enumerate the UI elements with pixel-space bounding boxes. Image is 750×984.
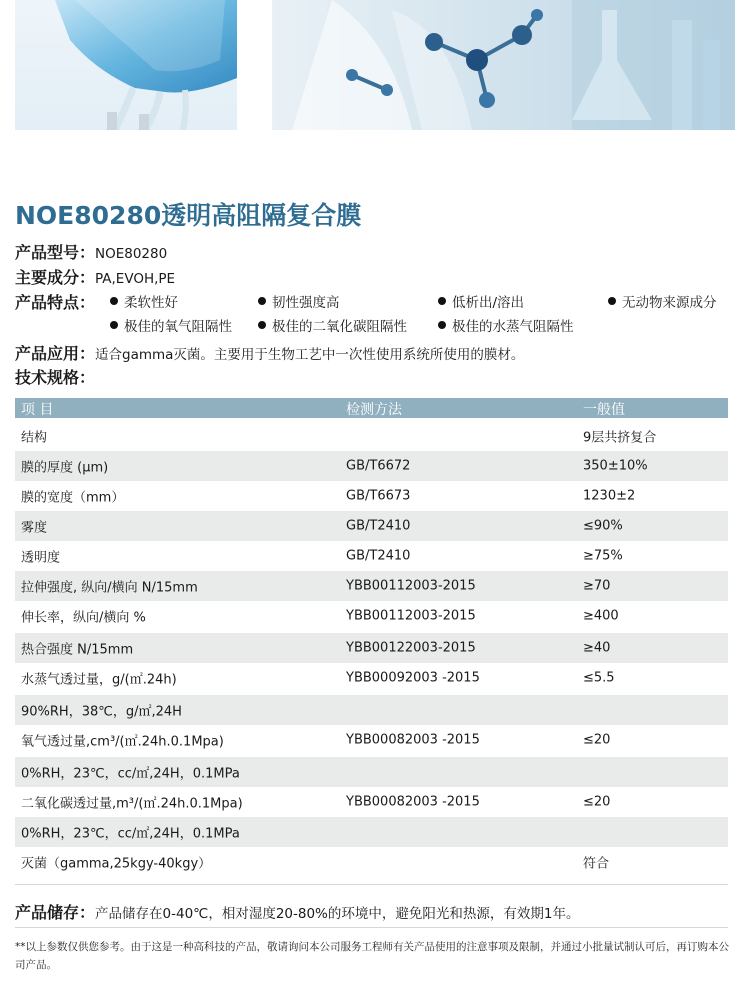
bullet-icon	[258, 297, 266, 305]
features-label: 产品特点：	[15, 293, 96, 312]
table-row	[15, 817, 728, 847]
bullet-icon	[608, 297, 616, 305]
feature-item: 极佳的二氧化碳阻隔性	[258, 315, 407, 335]
table-row	[15, 451, 728, 481]
divider	[15, 884, 728, 885]
cell-item: 雾度	[21, 520, 48, 536]
cell-method: YBB00082003 -2015	[346, 794, 480, 810]
storage-value: 产品储存在0-40℃，相对湿度20-80%的环境中，避免阳光和热源，有效期1年。	[95, 906, 580, 922]
cell-method: YBB00112003-2015	[346, 608, 476, 624]
table-row	[15, 481, 728, 511]
cell-value: 9层共挤复合	[583, 430, 657, 446]
feature-item: 低析出/溶出	[438, 291, 524, 311]
storage-row	[15, 900, 579, 923]
hero-image-lab	[272, 0, 735, 130]
cell-item: 0%RH，23℃，cc/㎡,24H，0.1MPa	[21, 826, 240, 842]
cell-item: 结构	[21, 430, 48, 446]
cell-value: ≤5.5	[583, 670, 615, 686]
cell-item: 透明度	[21, 550, 61, 566]
table-row	[15, 421, 728, 451]
cell-item: 灭菌（gamma,25kgy-40kgy）	[21, 856, 212, 872]
cell-method: GB/T6672	[346, 458, 411, 474]
storage-label: 产品储存：	[15, 903, 96, 922]
cell-method: YBB00112003-2015	[346, 578, 476, 594]
feature-item: 极佳的氧气阻隔性	[110, 315, 232, 335]
spec-table-header	[15, 398, 728, 418]
cell-method: YBB00082003 -2015	[346, 732, 480, 748]
cell-value: ≥40	[583, 640, 611, 656]
cell-method: YBB00122003-2015	[346, 640, 476, 656]
cell-value: 350±10%	[583, 458, 648, 474]
cell-value: 符合	[583, 856, 610, 872]
table-row	[15, 663, 728, 693]
table-row	[15, 541, 728, 571]
cell-item: 二氧化碳透过量,m³/(㎡.24h.0.1Mpa)	[21, 796, 243, 812]
table-row	[15, 757, 728, 787]
cell-item: 伸长率，纵向/横向 %	[21, 610, 146, 626]
bullet-icon	[438, 321, 446, 329]
bullet-icon	[258, 321, 266, 329]
cell-item: 氧气透过量,cm³/(㎡.24h.0.1Mpa)	[21, 734, 224, 750]
cell-value: 1230±2	[583, 488, 636, 504]
features-row	[15, 290, 95, 313]
model-row	[15, 240, 167, 263]
cell-item: 拉伸强度, 纵向/横向 N/15mm	[21, 580, 198, 596]
table-row	[15, 787, 728, 817]
specs-label: 技术规格：	[15, 368, 96, 387]
cell-item: 膜的宽度（mm）	[21, 490, 125, 506]
specs-row	[15, 365, 95, 388]
cell-method: GB/T2410	[346, 548, 411, 564]
composition-value: PA,EVOH,PE	[95, 271, 176, 287]
cell-item: 热合强度 N/15mm	[21, 642, 134, 658]
cell-item: 90%RH，38℃，g/㎡,24H	[21, 704, 182, 720]
feature-item: 极佳的水蒸气阻隔性	[438, 315, 574, 335]
cell-method: YBB00092003 -2015	[346, 670, 480, 686]
table-row	[15, 511, 728, 541]
composition-row	[15, 265, 175, 288]
hero-image-bags	[15, 0, 237, 130]
cell-method: GB/T2410	[346, 518, 411, 534]
cell-value: ≥70	[583, 578, 611, 594]
divider	[15, 927, 728, 928]
table-row	[15, 633, 728, 663]
application-label: 产品应用：	[15, 344, 96, 363]
header-item: 项 目	[21, 402, 54, 418]
table-row	[15, 725, 728, 755]
cell-value: ≤20	[583, 794, 611, 810]
feature-item: 韧性强度高	[258, 291, 340, 311]
model-value: NOE80280	[95, 246, 168, 262]
table-row	[15, 601, 728, 631]
iv-bag-illustration	[15, 0, 237, 130]
application-row	[15, 341, 524, 364]
cell-method: GB/T6673	[346, 488, 411, 504]
header-method: 检测方法	[346, 402, 402, 418]
bullet-icon	[110, 321, 118, 329]
cell-value: ≥75%	[583, 548, 623, 564]
header-value: 一般值	[583, 402, 625, 418]
table-row	[15, 571, 728, 601]
model-label: 产品型号：	[15, 243, 96, 262]
feature-item: 无动物来源成分	[608, 291, 717, 311]
composition-label: 主要成分：	[15, 268, 96, 287]
cell-item: 0%RH，23℃，cc/㎡,24H，0.1MPa	[21, 766, 240, 782]
cell-value: ≤20	[583, 732, 611, 748]
disclaimer-note: **以上参数仅供您参考。由于这是一种高科技的产品，敬请询问本公司服务工程师有关产品使用的注意事项及限制，并通过小批量试制认可后，再订购本公司产品。	[15, 941, 729, 971]
table-row	[15, 695, 728, 725]
cell-item: 水蒸气透过量，g/(㎡.24h)	[21, 672, 177, 688]
cell-value: ≤90%	[583, 518, 623, 534]
cell-item: 膜的厚度 (μm)	[21, 460, 109, 476]
feature-item: 柔软性好	[110, 291, 178, 311]
application-value: 适合gamma灭菌。主要用于生物工艺中一次性使用系统所使用的膜材。	[95, 347, 525, 363]
cell-value: ≥400	[583, 608, 619, 624]
bullet-icon	[438, 297, 446, 305]
product-title: NOE80280透明高阻隔复合膜	[15, 201, 362, 230]
table-row	[15, 847, 728, 877]
bullet-icon	[110, 297, 118, 305]
lab-molecule-illustration	[272, 0, 735, 130]
